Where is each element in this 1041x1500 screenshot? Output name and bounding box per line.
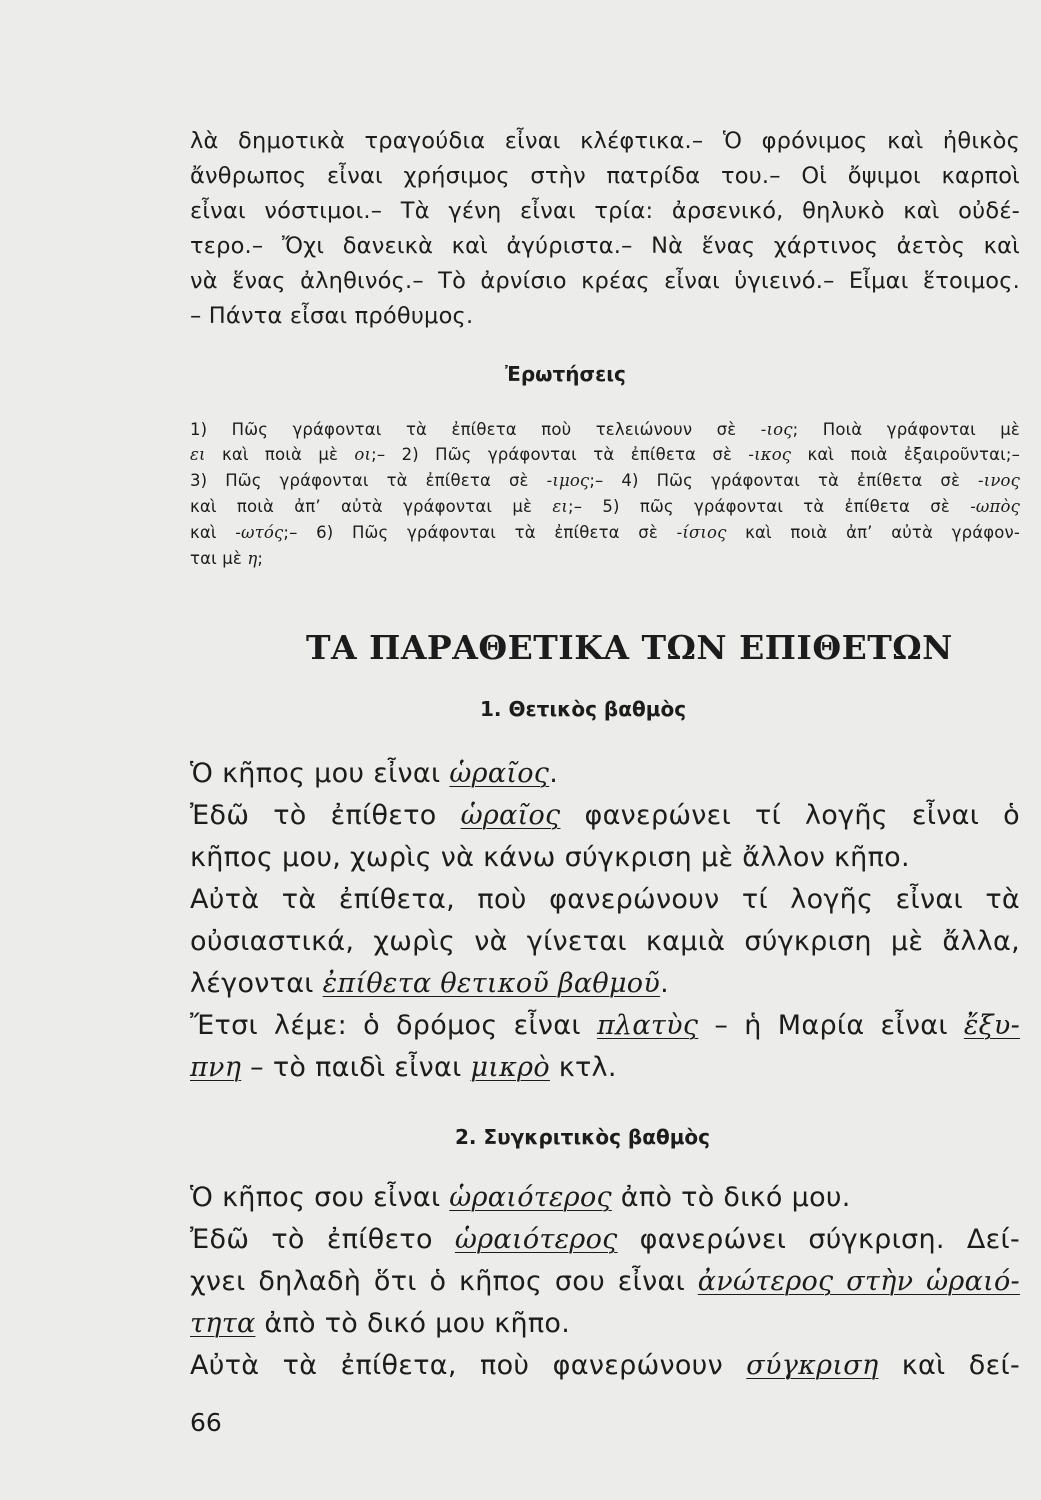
text-run: – ἡ Μαρία εἶναι [698, 1010, 964, 1041]
text-run: . [660, 968, 669, 999]
text-run: καὶ [190, 523, 236, 542]
text-run: ται μὲ [190, 549, 248, 568]
text-run: . [549, 758, 559, 789]
text-run: καὶ ποιὰ ἐξαιροῦνται;– [791, 445, 1020, 464]
text-line [190, 1224, 1020, 1255]
text-line [190, 968, 669, 999]
text-line [190, 1308, 570, 1339]
text-run: ἀπὸ τὸ δικό μου κῆπο. [255, 1308, 571, 1339]
text-line: – Πάντα εἶσαι πρόθυμος. [190, 303, 474, 329]
text-run: ;– 4) Πῶς γράφονται τὰ ἐπίθετα σὲ [589, 471, 978, 490]
question-line [190, 471, 1020, 490]
text-line [190, 1350, 1020, 1381]
text-run: Αὐτὰ τὰ ἐπίθετα, ποὺ φανερώνουν [190, 1350, 747, 1381]
text-line: κῆπος μου, χωρὶς νὰ κάνω σύγκριση μὲ ἄλλον κῆπο. [190, 842, 910, 873]
text-run: τητα [190, 1308, 256, 1339]
text-run: πλατὺς [596, 1010, 699, 1041]
text-run: -ινος [978, 471, 1020, 490]
text-run: καὶ ποιὰ ἀπ’ αὐτὰ γράφον- [726, 523, 1020, 542]
text-run: μικρὸ [470, 1052, 550, 1083]
text-run: Ἔτσι λέμε: ὁ δρόμος εἶναι [190, 1010, 597, 1041]
text-run: πνη [190, 1052, 242, 1083]
text-run: -ιος [760, 420, 793, 439]
question-line [190, 445, 1020, 464]
text-run: ;– 2) Πῶς γράφονται τὰ ἐπίθετα σὲ [371, 445, 749, 464]
text-run: ;– 5) πῶς γράφονται τὰ ἐπίθετα σὲ [568, 497, 971, 516]
text-run: ;– 6) Πῶς γράφονται τὰ ἐπίθετα σὲ [283, 523, 677, 542]
question-line [190, 420, 1020, 439]
text-run: -ωπὸς [970, 497, 1020, 516]
text-run: λέγονται [190, 968, 323, 999]
text-run: φανερώνει τί λογῆς εἶναι ὁ [560, 800, 1020, 831]
text-run: κτλ. [549, 1052, 617, 1083]
text-run: ἀπὸ τὸ δικό μου. [611, 1182, 851, 1213]
text-run: Ἐδῶ τὸ ἐπίθετο [190, 800, 461, 831]
text-line [190, 800, 1020, 831]
text-run: καὶ ποιὰ ἀπ’ αὐτὰ γράφονται μὲ [190, 497, 553, 516]
text-line: λὰ δημοτικὰ τραγούδια εἶναι κλέφτικα.– Ὁ φρόνιμος καὶ ἠθικὸς [190, 128, 1020, 154]
text-run: ει [190, 445, 206, 464]
question-line [190, 549, 263, 568]
text-line: Αὐτὰ τὰ ἐπίθετα, ποὺ φανερώνουν τί λογῆς εἶναι τὰ [190, 884, 1020, 915]
text-line [190, 1010, 1020, 1041]
text-run: χνει δηλαδὴ ὅτι ὁ κῆπος σου εἶναι [190, 1266, 698, 1297]
text-run: καὶ ποιὰ μὲ [205, 445, 355, 464]
question-line [190, 497, 1020, 516]
text-run: σύγκριση [746, 1350, 879, 1381]
text-run: 1) Πῶς γράφονται τὰ ἐπίθετα ποὺ τελειώνουν σὲ [190, 420, 761, 439]
text-line [190, 1266, 1020, 1297]
text-run: Ὁ κῆπος μου εἶναι [190, 758, 450, 789]
text-run: 3) Πῶς γράφονται τὰ ἐπίθετα σὲ [190, 471, 547, 490]
text-run: -ίσιος [676, 523, 727, 542]
text-run: φανερώνει σύγκριση. Δεί- [617, 1224, 1020, 1255]
text-run: ἀνώτερος στὴν ὡραιό- [697, 1266, 1020, 1297]
text-run: ; Ποιὰ γράφονται μὲ [792, 420, 1020, 439]
text-run: η [247, 549, 258, 568]
questions-heading: Ἐρωτήσεις [505, 362, 626, 386]
text-run: -ωτός [235, 523, 284, 542]
page-number: 66 [190, 1408, 222, 1437]
text-run: ἐπίθετα θετικοῦ βαθμοῦ [322, 968, 661, 999]
example-sentence [190, 758, 558, 789]
text-run: – τὸ παιδὶ εἶναι [241, 1052, 471, 1083]
text-line: οὐσιαστικά, χωρὶς νὰ γίνεται καμιὰ σύγκριση μὲ ἄλλα, [190, 926, 1020, 957]
text-run: οι [354, 445, 372, 464]
text-line: τερο.– Ὄχι δανεικὰ καὶ ἀγύριστα.– Νὰ ἕνας χάρτινος ἀετὸς καὶ [190, 233, 1020, 259]
text-line: ἄνθρωπος εἶναι χρήσιμος στὴν πατρίδα του.– Οἱ ὄψιμοι καρποὶ [190, 163, 1020, 189]
example-sentence [190, 1182, 851, 1213]
text-line: εἶναι νόστιμοι.– Τὰ γένη εἶναι τρία: ἀρσενικό, θηλυκὸ καὶ οὐδέ- [190, 198, 1020, 224]
text-run: ὡραιότερος [449, 1182, 612, 1213]
text-run: ; [257, 549, 264, 568]
text-run: καὶ δεί- [878, 1350, 1020, 1381]
text-run: -ικος [748, 445, 792, 464]
section-heading-comparative-degree: 2. Συγκριτικὸς βαθμὸς [455, 1125, 711, 1149]
text-run: ἔξυ- [963, 1010, 1020, 1041]
text-run: ει [552, 497, 568, 516]
text-run: ὡραῖος [449, 758, 550, 789]
text-run: Ἐδῶ τὸ ἐπίθετο [190, 1224, 455, 1255]
text-run: Ὁ κῆπος σου εἶναι [190, 1182, 450, 1213]
section-heading-positive-degree: 1. Θετικὸς βαθμὸς [480, 697, 687, 721]
text-run: -ιμος [546, 471, 590, 490]
text-line [190, 1052, 617, 1083]
text-run: ὡραῖος [460, 800, 561, 831]
chapter-title: ΤΑ ΠΑΡΑΘΕΤΙΚΑ ΤΩΝ ΕΠΙΘΕΤΩΝ [306, 628, 953, 667]
question-line [190, 523, 1020, 542]
text-line: νὰ ἕνας ἀληθινός.– Τὸ ἀρνίσιο κρέας εἶναι ὑγιεινό.– Εἶμαι ἕτοιμος. [190, 268, 1020, 294]
text-run: ὡραιότερος [454, 1224, 618, 1255]
